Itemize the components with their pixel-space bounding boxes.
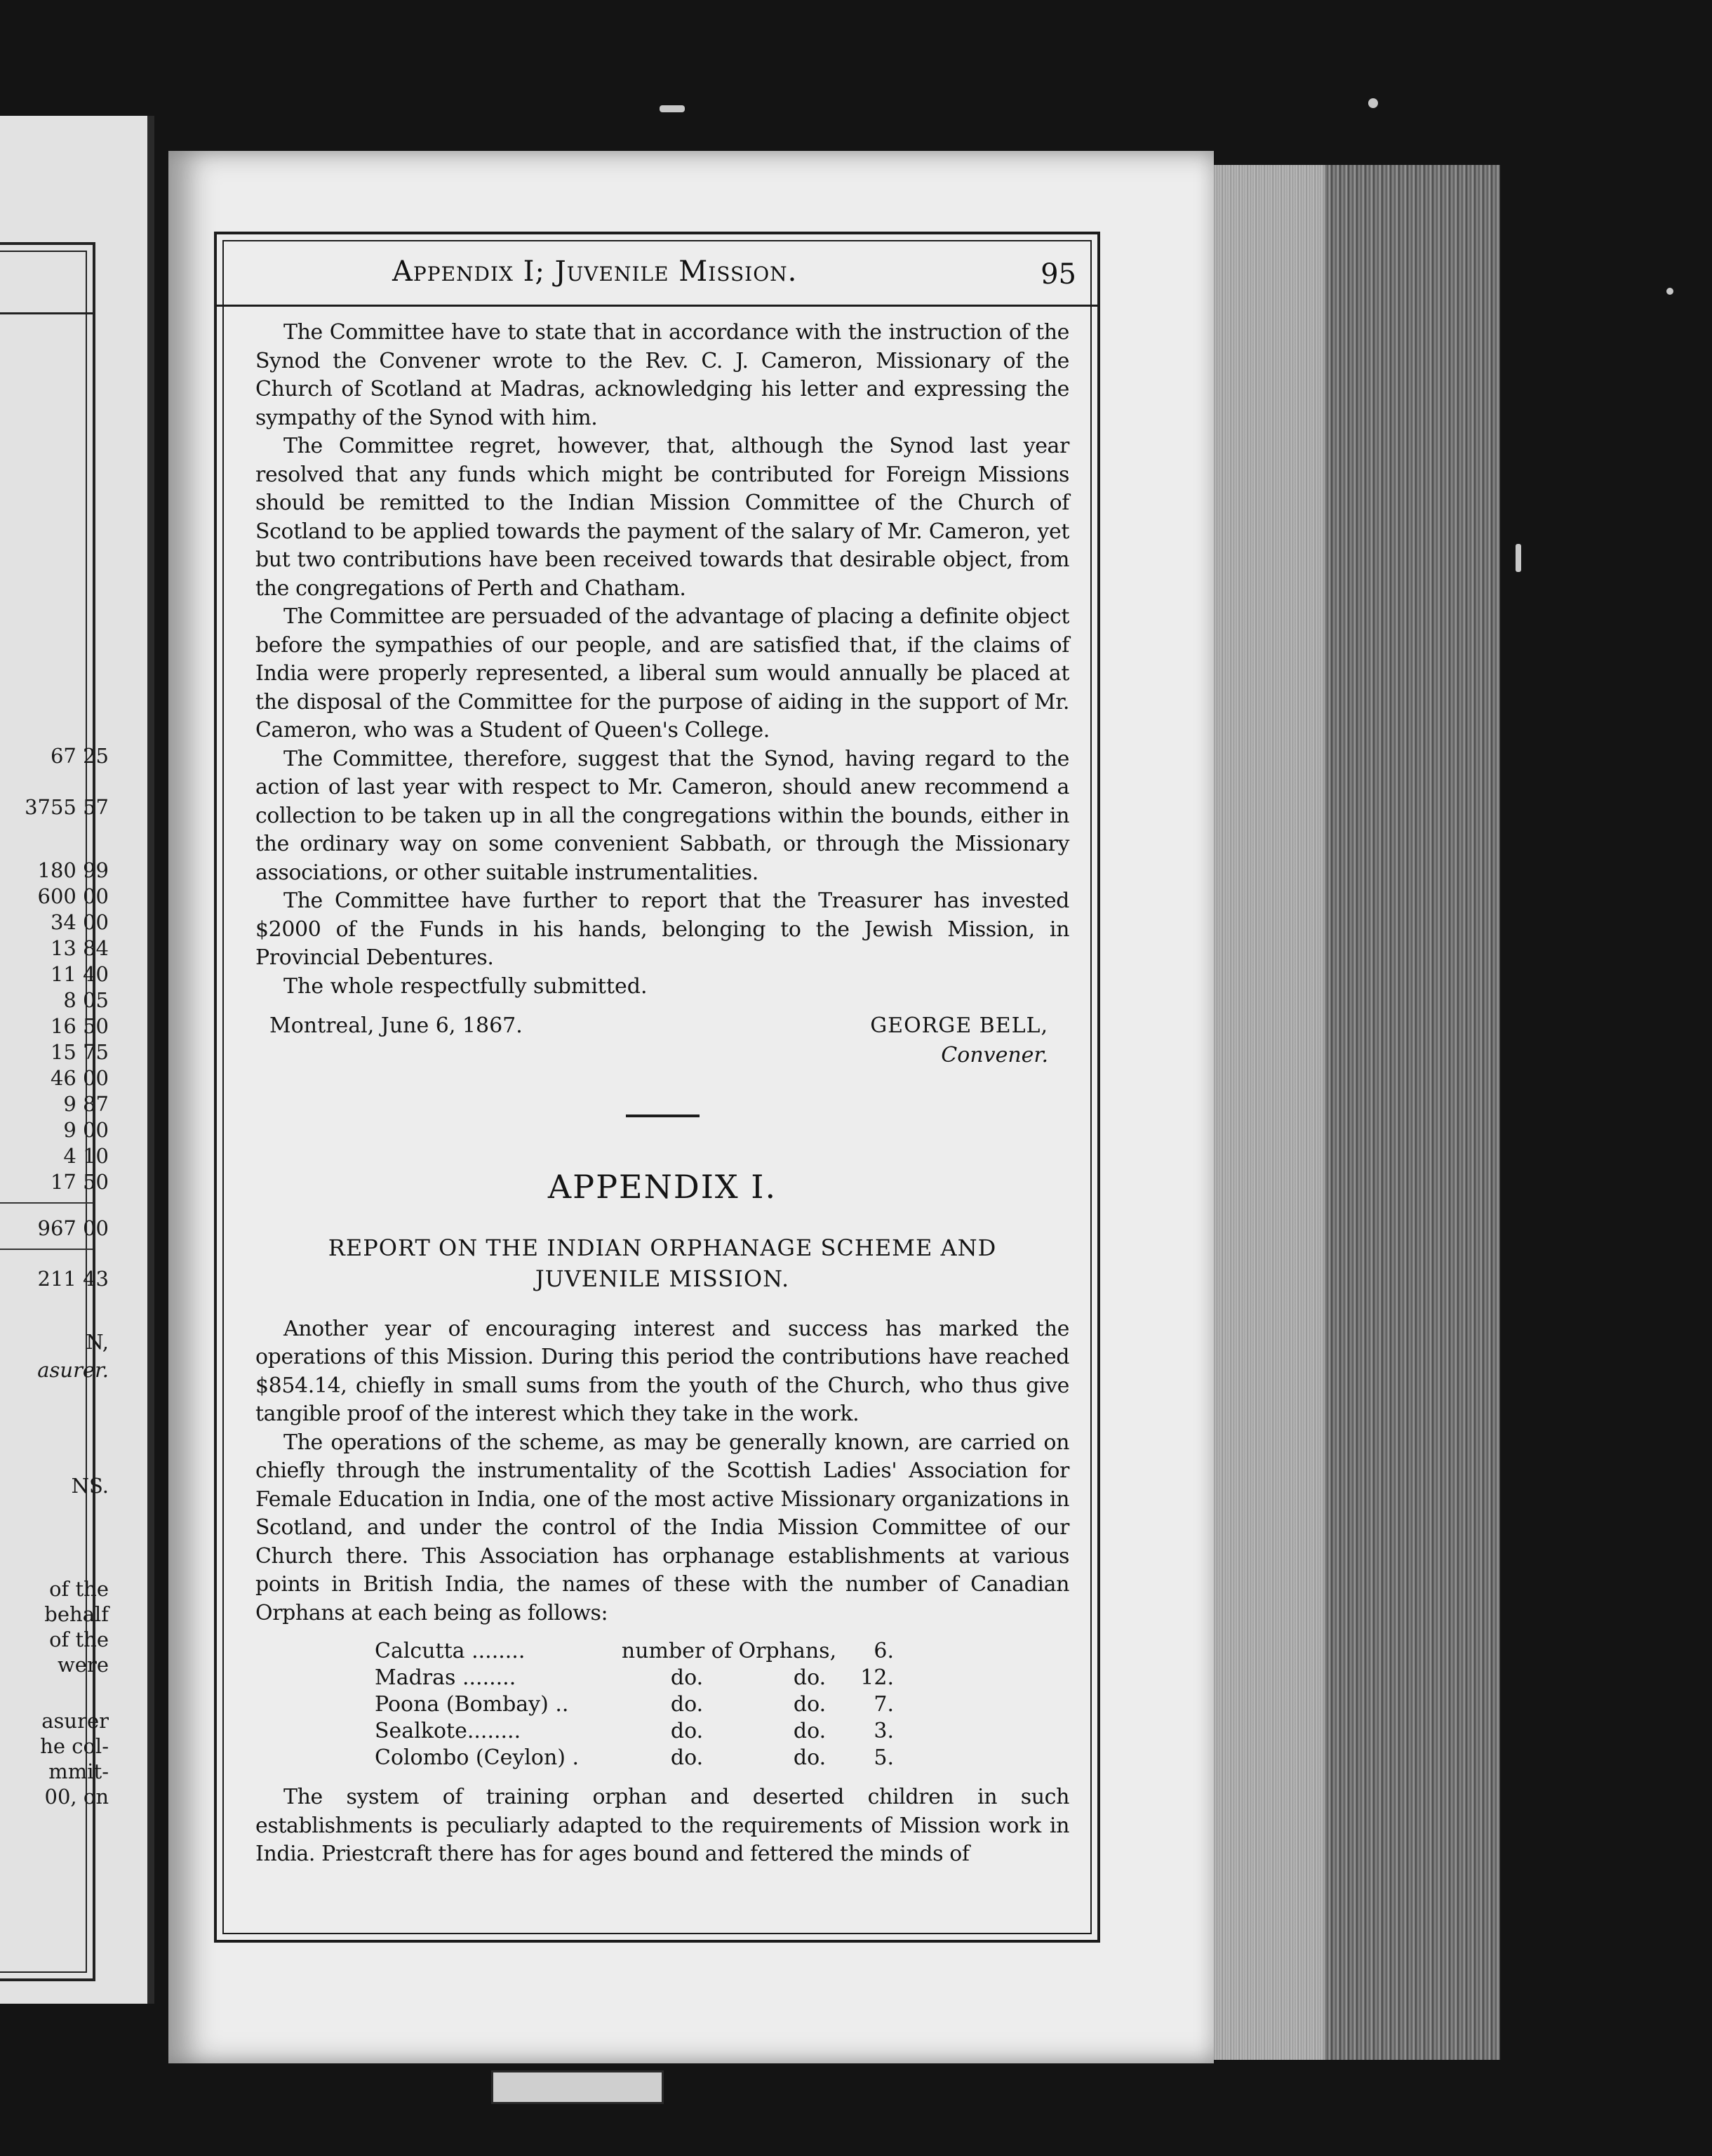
left-text-fragment: asurer (41, 1709, 109, 1733)
paragraph: The operations of the scheme, as may be generally known, are carried on chiefly through the instrumentality of the Scottish Ladies' Association for Female Education in India, one of the most active Missionary organizations in Scotland, and under the control of the India Mission Committee of our Church there. This Association has orphanage establishments at various points in British India, the names of these with the number of Canadian Orphans at each being as follows: (255, 1430, 1069, 1625)
table-row (375, 1664, 894, 1691)
section-divider (626, 1114, 700, 1117)
orphanage-desc: do. (670, 1745, 704, 1770)
left-text-fragment: of the (49, 1577, 109, 1601)
left-sum-rule (0, 1249, 93, 1250)
orphan-count: 7. (874, 1691, 894, 1717)
left-amount: 15 75 (50, 1040, 109, 1064)
table-row (375, 1637, 894, 1664)
left-amount: 17 50 (50, 1170, 109, 1194)
orphanage-ditto: do. (793, 1691, 827, 1717)
left-amount: 46 00 (50, 1066, 109, 1090)
dust-speck (660, 105, 685, 112)
orphan-count: 12. (860, 1665, 894, 1690)
left-amount: 13 84 (50, 936, 109, 960)
left-amount: 3755 57 (25, 795, 109, 819)
page-number: 95 (1041, 258, 1076, 291)
book-page-edges (1200, 165, 1500, 2060)
left-amount: 211 43 (37, 1267, 109, 1291)
left-amount: 8 05 (63, 988, 109, 1012)
orphanage-place: Poona (Bombay) .. (375, 1691, 569, 1717)
left-text-fragment: N, (86, 1330, 109, 1354)
place-date: Montreal, June 6, 1867. (269, 1013, 523, 1038)
orphanage-desc: number of Orphans, (621, 1638, 837, 1663)
dust-speck (1666, 288, 1673, 295)
appendix-title: APPENDIX I. (547, 1167, 777, 1206)
page-header (217, 234, 1097, 307)
paragraph: Another year of encouraging interest and success has marked the operations of this Mission. During this period the contributions have reached $854.14, chiefly in small sums from the youth of the Church, who thus give tangible proof of the interest which they take in the work. (255, 1316, 1069, 1426)
left-text-fragment: behalf (44, 1602, 109, 1626)
left-amount: 4 10 (63, 1144, 109, 1168)
orphanage-desc: do. (670, 1691, 704, 1717)
left-text-fragment: 00, on (44, 1785, 109, 1809)
left-text-fragment: NS. (71, 1474, 109, 1498)
orphanage-place: Sealkote........ (375, 1718, 521, 1743)
page-border (214, 232, 1100, 1943)
left-text-fragment: of the (49, 1628, 109, 1651)
orphanage-table (375, 1637, 894, 1771)
previous-page-header-rule (0, 312, 93, 314)
left-amount: 16 50 (50, 1014, 109, 1038)
previous-page (0, 116, 154, 2004)
paragraph: The Committee have to state that in accordance with the instruction of the Synod the Convener wrote to the Rev. C. J. Cameron, Missionary of the Church of Scotland at Madras, acknowledging his letter and expressing the sympathy of the Synod with him. (255, 320, 1069, 430)
table-row (375, 1717, 894, 1744)
report-title-line: JUVENILE MISSION. (535, 1265, 790, 1292)
paragraph: The Committee have further to report that the Treasurer has invested $2000 of the Funds in his hands, belonging to the Jewish Mission, in Provincial Debentures. (255, 889, 1069, 970)
page-body (255, 319, 1069, 1869)
closing-line: The whole respectfully submitted. (283, 973, 648, 999)
orphanage-desc: do. (670, 1718, 704, 1743)
report-title (255, 1232, 1069, 1294)
orphanage-desc: do. (670, 1665, 704, 1690)
orphan-count: 6. (874, 1638, 894, 1663)
left-amount: 9 87 (63, 1092, 109, 1116)
left-sum-rule (0, 1202, 93, 1204)
signature-block (255, 1013, 1069, 1084)
orphanage-place: Madras ........ (375, 1665, 516, 1690)
paragraph: The Committee regret, however, that, although the Synod last year resolved that any funds which might be contributed for Foreign Missions should be remitted to the Indian Mission Committee of the Church of Scotland to be applied towards the payment of the salary of Mr. Cameron, yet but two contributions have been received towards that desirable object, from the congregations of Perth and Chatham. (255, 434, 1069, 601)
orphanage-place: Colombo (Ceylon) . (375, 1745, 580, 1770)
left-amount: 67 25 (50, 744, 109, 768)
left-text-fragment: mmit- (48, 1759, 109, 1783)
left-amount: 967 00 (37, 1216, 109, 1240)
dust-speck (1368, 98, 1378, 108)
left-amount: 11 40 (50, 962, 109, 986)
paragraph: The Committee, therefore, suggest that the Synod, having regard to the action of last year with respect to Mr. Cameron, should anew recommend a collection to be taken up in all the congregations within the bounds, either in the ordinary way on some convenient Sabbath, or through the Missionary associations, or other suitable instrumentalities. (255, 746, 1069, 885)
table-row (375, 1691, 894, 1717)
paragraph: The Committee are persuaded of the advantage of placing a definite object before the sympathies of our people, and are satisfied that, if the claims of India were properly represented, a liberal sum would annually be placed at the disposal of the Committee for the purpose of aiding in the support of Mr. Cameron, who was a Student of Queen's College. (255, 604, 1069, 743)
report-title-line: REPORT ON THE INDIAN ORPHANAGE SCHEME AND (328, 1234, 997, 1261)
orphan-count: 5. (874, 1745, 894, 1770)
dust-speck (1516, 544, 1521, 572)
left-amount: 180 99 (37, 858, 109, 882)
running-head: Appendix I; Juvenile Mission. (392, 255, 798, 288)
library-label (491, 2070, 664, 2104)
paragraph: The system of training orphan and deserted children in such establishments is peculiarly adapted to the requirements of Mission work in India. Priestcraft there has for ages bound and fettered the minds of (255, 1785, 1069, 1866)
left-amount: 34 00 (50, 910, 109, 934)
left-amount: 9 00 (63, 1118, 109, 1142)
left-text-fragment: he col- (40, 1734, 109, 1758)
orphanage-ditto: do. (793, 1665, 827, 1690)
signatory-name: GEORGE BELL, (870, 1013, 1048, 1038)
left-text-fragment: were (57, 1653, 109, 1677)
orphanage-ditto: do. (793, 1718, 827, 1743)
left-amount: 600 00 (37, 884, 109, 908)
signatory-role: Convener. (941, 1042, 1048, 1067)
left-text-fragment: asurer. (37, 1358, 109, 1382)
book-page (168, 151, 1214, 2063)
orphanage-place: Calcutta ........ (375, 1638, 526, 1663)
orphanage-ditto: do. (793, 1745, 827, 1770)
orphan-count: 3. (874, 1718, 894, 1743)
table-row (375, 1744, 894, 1771)
